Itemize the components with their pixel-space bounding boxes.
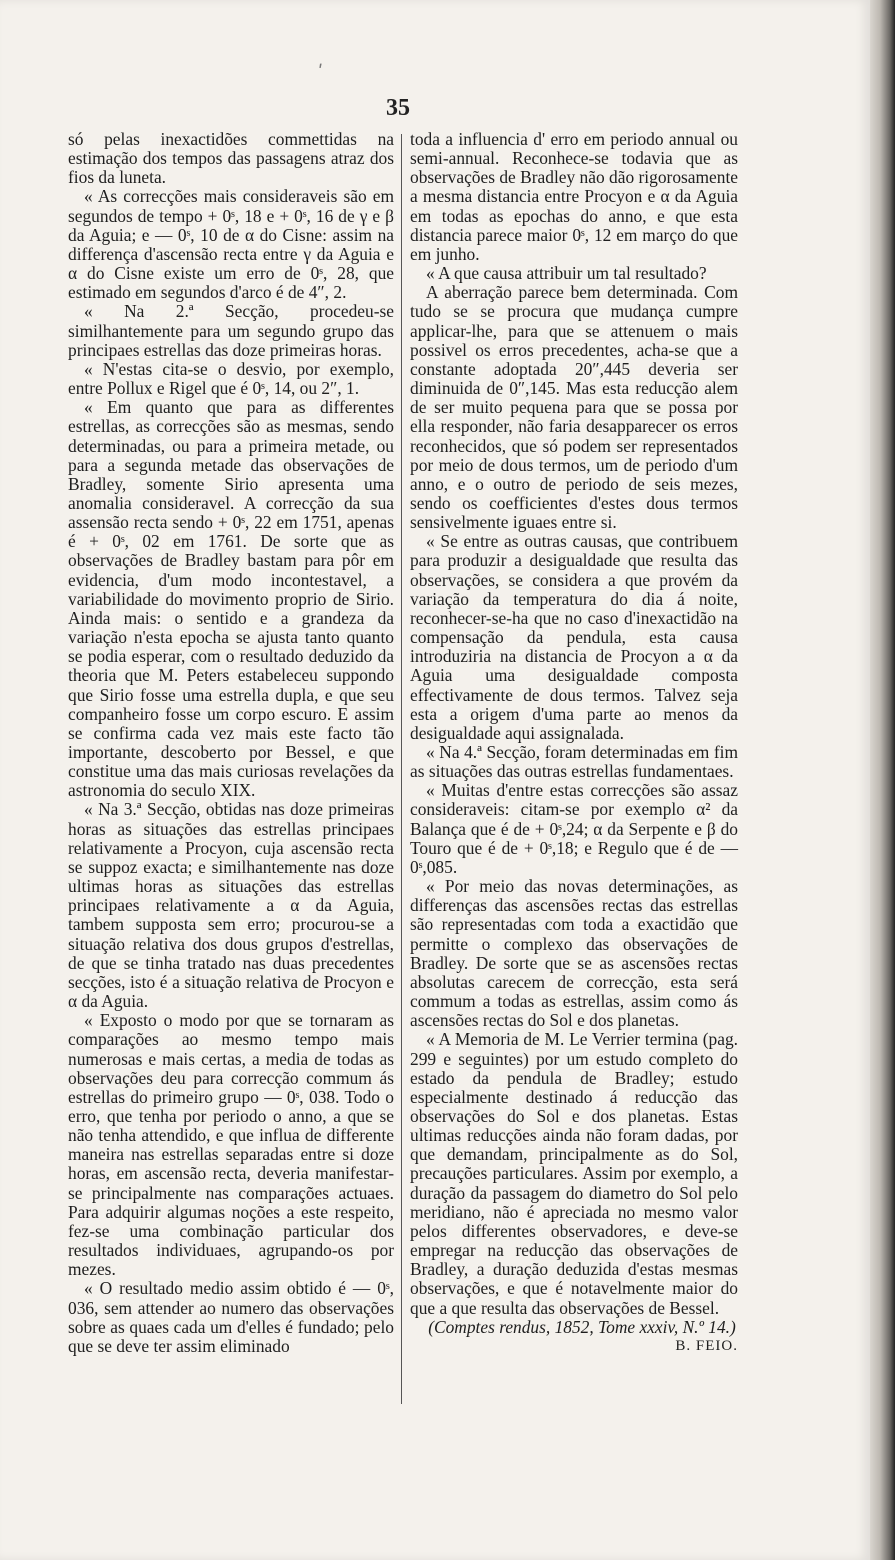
paragraph: « Na 4.ª Secção, foram determinadas em fim as situações das outras estrellas fundamentaes. <box>410 742 738 782</box>
page-edge <box>870 0 895 1560</box>
column-divider <box>401 134 402 1404</box>
paragraph: « Na 3.ª Secção, obtidas nas doze primeiras horas as situações das estrellas principaes relativamente a Procyon, cuja ascensão recta se suppoz exacta; e similhantemente nas doze ultimas horas as situações das estrellas principaes relativamente a α da Aguia, tambem supposta sem erro; procurou-se a situação relativa dos dous grupos d'estrellas, de que se tinha tratado nas duas precedentes secções, isto é a situação relativa de Procyon e α da Aguia. <box>68 799 394 1012</box>
right-column <box>410 130 738 1356</box>
paragraph: A aberração parece bem determinada. Com tudo se se procura que mudança cumpre applicar-lhe, para que se attenuem o mais possivel os erros precedentes, acha-se que a constante adoptada 20″,445 deveria ser diminuida de 0″,145. Mas esta reducção alem de ser muito pequena para que se possa por ella responder, não faria desapparecer os erros reconhecidos, que só podem ser representados por meio de dous termos, um de periodo d'um anno, e o outro de periodo de seis mezes, sendo os coefficientes d'estes dous termos sensivelmente iguaes entre si. <box>410 282 738 533</box>
paragraph: « Por meio das novas determinações, as differenças das ascensões rectas das estrellas são representadas com toda a exactidão que permitte o complexo das observações de Bradley. De sorte que se as ascensões rectas absolutas carecem de correcção, esta será commum a todas as estrellas, assim como ás ascensões rectas do Sol e dos planetas. <box>410 876 738 1031</box>
paragraph: « Na 2.ª Secção, procedeu-se similhantemente para um segundo grupo das principaes estrellas das doze primeiras horas. <box>68 301 394 360</box>
ink-mark: ʹ <box>318 62 324 83</box>
paragraph: « Em quanto que para as differentes estrellas, as correcções são as mesmas, sendo determinadas, ou para a primeira metade, ou para a segunda metade das observações de Bradley, somente Sirio apresenta uma anomalia consideravel. A correcção da sua assensão recta sendo + 0ˢ, 22 em 1751, apenas é + 0ˢ, 02 em 1761. De sorte que as observações de Bradley bastam para pôr em evidencia, d'um modo incontestavel, a variabilidade do movimento proprio de Sirio. Ainda mais: o sentido e a grandeza da variação n'esta epocha se ajusta tanto quanto se podia esperar, com o resultado deduzido da theoria que M. Peters estabeleceu suppondo que Sirio fosse uma estrella dupla, e que seu companheiro fosse um corpo escuro. E assim se confirma cada vez mais este facto tão importante, descoberto por Bessel, e que constitue uma das mais curiosas revelações da astronomia do seculo XIX. <box>68 397 394 801</box>
paragraph: « A Memoria de M. Le Verrier termina (pag. 299 e seguintes) por um estudo completo do estado da pendula de Bradley; estudo especialmente destinado á reducção das observações do Sol e dos planetas. Estas ultimas reducções ainda não foram dadas, por que demandam, principalmente as do Sol, precauções particulares. Assim por exemplo, a duração da passagem do diametro do Sol pelo meridiano, não é apreciada no mesmo valor pelos differentes observadores, e deve-se empregar na reducção das observações de Bradley, a duração deduzida d'estas mesmas observações, e que é notavelmente maior do que a que resulta das observações de Bessel. <box>410 1029 738 1318</box>
paragraph: « Se entre as outras causas, que contribuem para produzir a desigualdade que resulta das observações, se considera a que provém da variação da temperatura do dia á noite, reconhecer-se-ha que no caso d'inexactidão na compensação da pendula, esta causa introduziria na distancia de Procyon a α da Aguia uma desigualdade composta effectivamente de dous termos. Talvez seja esta a origem d'uma parte ao menos da desigualdade aqui assignalada. <box>410 531 738 743</box>
paragraph: « Exposto o modo por que se tornaram as comparações ao mesmo tempo mais numerosas e mais certas, a media de todas as observações deu para correcção commum ás estrellas do primeiro grupo — 0ˢ, 038. Todo o erro, que tenha por periodo o anno, a que se não tenha attendido, e que influa de differente maneira nas estrellas separadas entre si doze horas, em ascensão recta, deveria manifestar-se principalmente nas comparações actuaes. Para adquirir algumas noções a este respeito, fez-se uma combinação particular dos resultados individuaes, agrupando-os por mezes. <box>68 1010 394 1280</box>
paragraph: « Muitas d'entre estas correcções são assaz consideraveis: citam-se por exemplo α² da Balança que é de + 0ˢ,24; α da Serpente e β do Touro que é de + 0ˢ,18; e Regulo que é de — 0ˢ,085. <box>410 780 738 877</box>
paragraph: toda a influencia d' erro em periodo annual ou semi-annual. Reconhece-se todavia que as observações de Bradley não dão rigorosamente a mesma distancia entre Procyon e α da Aguia em todas as epochas do anno, e que esta distancia parece maior 0ˢ, 12 em março do que em junho. <box>410 129 738 264</box>
paragraph: « As correcções mais consideraveis são em segundos de tempo + 0ˢ, 18 e + 0ˢ, 16 de γ e β da Aguia; e — 0ˢ, 10 de α do Cisne: assim na differença d'ascensão recta entre γ da Aguia e α do Cisne existe um erro de 0ˢ, 28, que estimado em segundos d'arco é de 4″, 2. <box>68 186 394 303</box>
paragraph: « N'estas cita-se o desvio, por exemplo, entre Pollux e Rigel que é 0ˢ, 14, ou 2″, 1. <box>68 358 394 399</box>
paragraph: « A que causa attribuir um tal resultado? <box>426 263 707 284</box>
left-column <box>68 130 394 1356</box>
citation: (Comptes rendus, 1852, Tome xxxiv, N.º 14.) <box>428 1316 736 1337</box>
paragraph: « O resultado medio assim obtido é — 0ˢ, 036, sem attender ao numero das observações sobre as quaes cada um d'elles é fundado; pelo que se deve ter assim eliminado <box>68 1278 394 1356</box>
signature: B. FEIO. <box>675 1337 738 1354</box>
paragraph: só pelas inexactidões commettidas na estimação dos tempos das passagens atraz dos fios da luneta. <box>68 129 394 188</box>
page-number: 35 <box>386 95 410 121</box>
